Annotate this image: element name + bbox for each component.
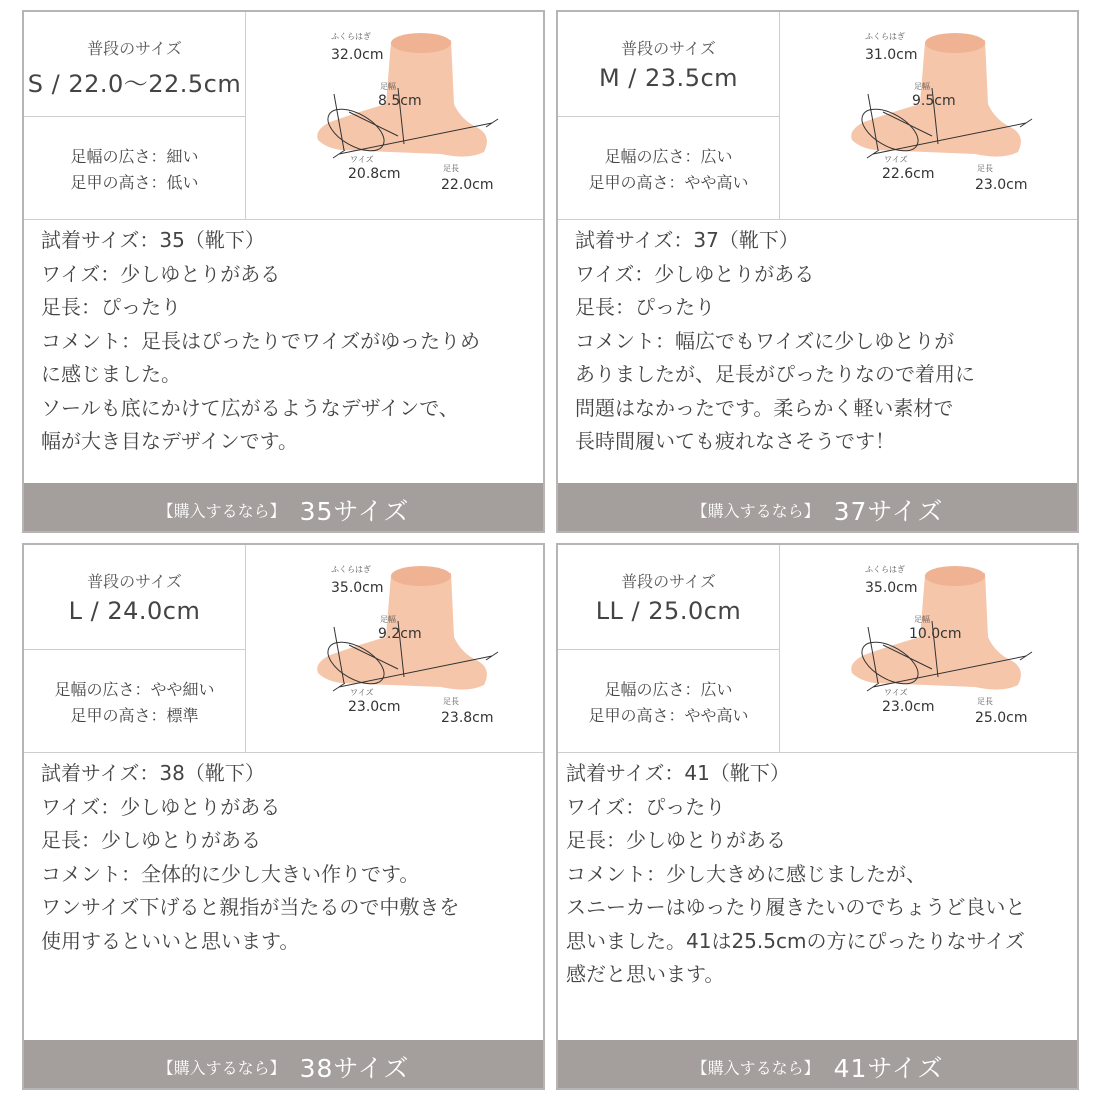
foot-shape-box — [558, 117, 779, 219]
foot-diagram — [780, 12, 1077, 219]
review-line: コメント：足長はぴったりでワイズがゆったりめ — [41, 328, 480, 353]
calf-caption: ふくらはぎ — [865, 565, 905, 574]
usual-size-caption: 普段のサイズ — [87, 39, 182, 58]
foot-length-caption: 足長 — [443, 697, 459, 706]
calf-value: 35.0cm — [865, 580, 918, 596]
instep-height-text: 足甲の高さ：やや高い — [588, 173, 749, 192]
usual-size-box — [558, 545, 779, 650]
usual-size-box — [24, 12, 245, 117]
review-line: 試着サイズ：41（靴下） — [566, 761, 790, 785]
review-line: ワンサイズ下げると親指が当たるので中敷きを — [41, 895, 460, 919]
foot-length-value: 23.0cm — [975, 177, 1028, 193]
calf-caption: ふくらはぎ — [331, 565, 371, 574]
review-text — [566, 757, 1067, 992]
foot-width-caption: 足幅 — [380, 82, 396, 91]
foot-length-caption: 足長 — [443, 164, 459, 173]
foot-length-caption: 足長 — [977, 164, 993, 173]
review-line: 使用するといいと思います。 — [41, 928, 300, 953]
foot-length-tick-1 — [333, 150, 345, 158]
buy-recommendation-bar — [558, 1040, 1077, 1088]
instep-height-text: 足甲の高さ：標準 — [70, 706, 199, 725]
size-info — [24, 12, 246, 219]
buy-recommendation-bar — [24, 483, 543, 531]
foot-length-tick-2 — [486, 652, 498, 660]
foot-width-text: 足幅の広さ：広い — [604, 680, 733, 699]
review-line: コメント：幅広でもワイズに少しゆとりが — [575, 328, 955, 353]
wise-value: 22.6cm — [882, 166, 935, 182]
review-text — [41, 757, 533, 958]
review-line: 思いました。41は25.5cmの方にぴったりなサイズ — [566, 928, 1025, 953]
foot-length-tick-2 — [1020, 119, 1032, 127]
review-line: ワイズ：少しゆとりがある — [41, 261, 281, 286]
review-line: 足長：ぴったり — [41, 295, 181, 319]
usual-size-value: S / 22.0〜22.5cm — [27, 70, 242, 98]
review-line: 問題はなかったです。柔らかく軽い素材で — [575, 395, 954, 420]
calf-caption: ふくらはぎ — [865, 32, 905, 41]
foot-illustration — [780, 545, 1077, 752]
card-top — [24, 545, 543, 753]
foot-width-value: 9.2cm — [378, 626, 422, 642]
buy-size: 37サイズ — [833, 497, 944, 526]
review-line: 足長：ぴったり — [575, 295, 715, 319]
card-top — [558, 545, 1077, 753]
foot-top-ellipse — [925, 566, 985, 586]
calf-caption: ふくらはぎ — [331, 32, 371, 41]
foot-shape-box — [24, 650, 245, 752]
calf-value: 31.0cm — [865, 47, 918, 63]
review-line: コメント：全体的に少し大きい作りです。 — [41, 861, 420, 886]
foot-width-value: 9.5cm — [912, 93, 956, 109]
wise-value: 23.0cm — [882, 699, 935, 715]
size-review-card-3 — [22, 543, 545, 1090]
review-line: ありましたが、足長がぴったりなので着用に — [575, 362, 975, 386]
foot-length-tick-1 — [867, 150, 879, 158]
calf-value: 35.0cm — [331, 580, 384, 596]
usual-size-caption: 普段のサイズ — [621, 572, 716, 591]
foot-width-caption: 足幅 — [914, 615, 930, 624]
size-review-card-1 — [22, 10, 545, 533]
buy-recommendation-bar — [558, 483, 1077, 531]
review-line: ワイズ：少しゆとりがある — [41, 794, 281, 819]
foot-length-tick-1 — [333, 683, 345, 691]
usual-size-caption: 普段のサイズ — [621, 39, 716, 58]
foot-width-value: 10.0cm — [909, 626, 962, 642]
buy-label: 【購入するなら】 — [691, 501, 820, 521]
foot-width-caption: 足幅 — [380, 615, 396, 624]
size-review-card-4 — [556, 543, 1079, 1090]
instep-height-text: 足甲の高さ：低い — [70, 173, 199, 192]
foot-diagram — [246, 545, 543, 752]
review-line: 足長：少しゆとりがある — [566, 828, 786, 852]
foot-shape-box — [24, 117, 245, 219]
foot-length-value: 25.0cm — [975, 710, 1028, 726]
buy-label: 【購入するなら】 — [691, 1058, 820, 1078]
foot-top-ellipse — [925, 33, 985, 53]
wise-caption: ワイズ — [884, 155, 908, 164]
size-info — [558, 545, 780, 752]
instep-height-text: 足甲の高さ：やや高い — [588, 706, 749, 725]
foot-length-value: 22.0cm — [441, 177, 494, 193]
foot-diagram — [780, 545, 1077, 752]
foot-length-value: 23.8cm — [441, 710, 494, 726]
foot-length-tick-2 — [486, 119, 498, 127]
review-text — [575, 224, 1067, 459]
foot-diagram — [246, 12, 543, 219]
wise-caption: ワイズ — [884, 688, 908, 697]
buy-size: 41サイズ — [833, 1054, 944, 1083]
usual-size-box — [558, 12, 779, 117]
usual-size-value: L / 24.0cm — [68, 597, 201, 625]
wise-caption: ワイズ — [350, 688, 374, 697]
review-line: 感だと思います。 — [566, 962, 725, 986]
foot-length-tick-1 — [867, 683, 879, 691]
review-line: 試着サイズ：37（靴下） — [575, 228, 799, 252]
card-top — [558, 12, 1077, 220]
foot-width-text: 足幅の広さ：細い — [70, 147, 199, 166]
review-line: 足長：少しゆとりがある — [41, 828, 261, 852]
foot-illustration — [246, 12, 543, 219]
foot-length-caption: 足長 — [977, 697, 993, 706]
review-line: 試着サイズ：38（靴下） — [41, 761, 265, 785]
review-line: 幅が大き目なデザインです。 — [41, 429, 298, 453]
review-line: ワイズ：少しゆとりがある — [575, 261, 815, 286]
review-line: 長時間履いても疲れなさそうです！ — [575, 429, 895, 453]
size-review-card-2 — [556, 10, 1079, 533]
usual-size-value: M / 23.5cm — [598, 64, 739, 92]
usual-size-box — [24, 545, 245, 650]
foot-shape-box — [558, 650, 779, 752]
foot-width-caption: 足幅 — [914, 82, 930, 91]
usual-size-caption: 普段のサイズ — [87, 572, 182, 591]
foot-width-text: 足幅の広さ：広い — [604, 147, 733, 166]
foot-illustration — [246, 545, 543, 752]
foot-top-ellipse — [391, 33, 451, 53]
review-line: に感じました。 — [41, 362, 181, 386]
wise-caption: ワイズ — [350, 155, 374, 164]
buy-label: 【購入するなら】 — [157, 1058, 286, 1078]
usual-size-value: LL / 25.0cm — [595, 597, 742, 625]
card-top — [24, 12, 543, 220]
size-info — [558, 12, 780, 219]
buy-size: 35サイズ — [299, 497, 410, 526]
foot-length-tick-2 — [1020, 652, 1032, 660]
review-line: 試着サイズ：35（靴下） — [41, 228, 265, 252]
review-line: ワイズ：ぴったり — [566, 794, 726, 819]
review-text — [41, 224, 533, 459]
review-line: スニーカーはゆったり履きたいのでちょうど良いと — [566, 895, 1026, 919]
calf-value: 32.0cm — [331, 47, 384, 63]
foot-top-ellipse — [391, 566, 451, 586]
buy-recommendation-bar — [24, 1040, 543, 1088]
foot-width-text: 足幅の広さ：やや細い — [54, 680, 215, 699]
wise-value: 23.0cm — [348, 699, 401, 715]
size-info — [24, 545, 246, 752]
foot-illustration — [780, 12, 1077, 219]
foot-width-value: 8.5cm — [378, 93, 422, 109]
review-line: コメント：少し大きめに感じましたが、 — [566, 861, 926, 886]
buy-label: 【購入するなら】 — [157, 501, 286, 521]
wise-value: 20.8cm — [348, 166, 401, 182]
buy-size: 38サイズ — [299, 1054, 410, 1083]
review-line: ソールも底にかけて広がるようなデザインで、 — [41, 395, 459, 420]
